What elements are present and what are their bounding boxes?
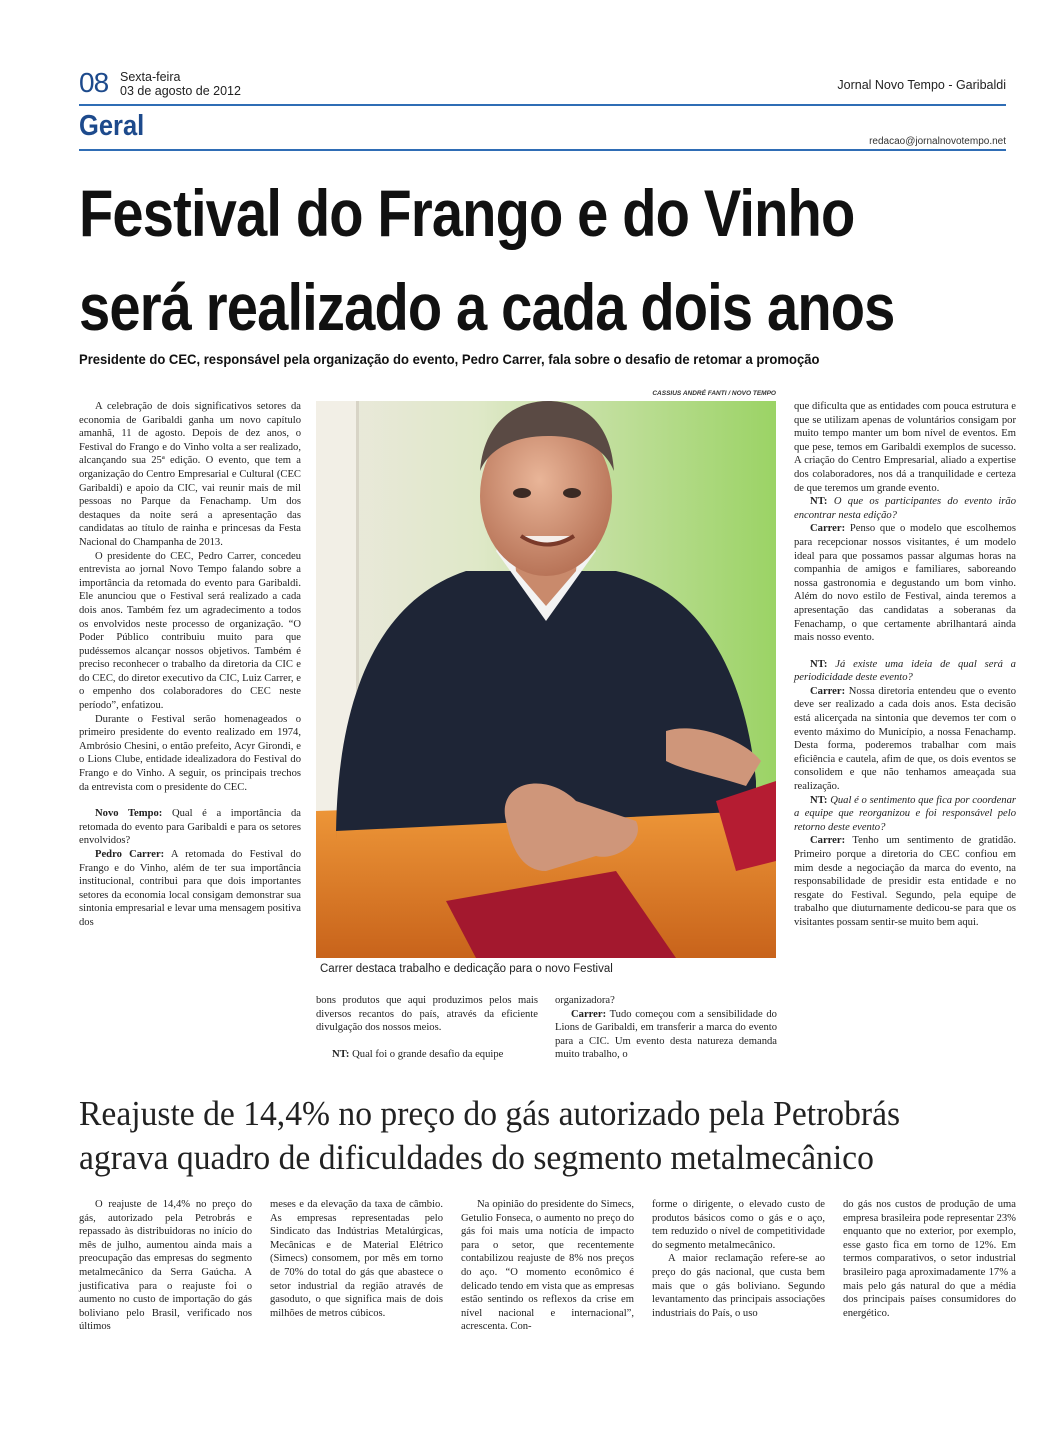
answer xyxy=(79,848,301,930)
question-label: NT: xyxy=(810,794,828,806)
answer-label: Pedro Carrer: xyxy=(95,849,165,860)
article2-column-2 xyxy=(270,1198,443,1320)
article1-column-2 xyxy=(316,994,538,1061)
answer-text: Nossa diretoria entendeu que o evento deve ser realizado a cada dois anos. Esta decisão está alicerçada na sintonia que devemos ter com o evento máximo do Município, a nossa Fenachamp. Desta forma, poderemos trabalhar com mais eficiência e cautela, afim de que, os dois eventos se consolidem e que não tenhamos ameaçada sua realização. xyxy=(794,685,1016,793)
question-text: Qual é o sentimento que fica por coordenar a equipe que reorganizou e foi responsável pelo retorno deste evento? xyxy=(794,794,1016,833)
section-rule xyxy=(79,149,1006,151)
answer-label: Carrer: xyxy=(571,1008,607,1020)
photo-caption: Carrer destaca trabalho e dedicação para o novo Festival xyxy=(320,963,613,975)
question xyxy=(794,794,1016,835)
photo-credit: CASSIUS ANDRÉ FANTI / NOVO TEMPO xyxy=(652,390,776,397)
article1-column-4 xyxy=(794,400,1016,930)
header-rule xyxy=(79,104,1006,106)
paragraph: meses e da elevação da taxa de câmbio. As empresas representadas pelo Sindicato das Indústrias Metalúrgicas, Mecânicas e de Material Elétrico (Simecs) consomem, por mês em torno de 70% do total do gás que abastece o setor industrial da região através de gasoduto, o que significa mais de dois milhões de metros cúbicos. xyxy=(270,1199,443,1319)
question xyxy=(794,495,1016,522)
paragraph: forme o dirigente, o elevado custo de produtos básicos como o gás e o aço, tem reduzido o nível de competitividade do segmento metalmecânico. xyxy=(652,1199,825,1251)
answer-text: Tenho um sentimento de gratidão. Primeiro porque a diretoria do CEC confiou em mim desde a negociação da marca do evento, na responsabilidade de presidir esta entidade e no resgate do Festival. Segundo, pela equipe de trabalho que diuturnamente dedicou-se para que os visitantes possam sentir-se muito bem aqui. xyxy=(794,835,1016,928)
answer-text: A retomada do Festival do Frango e do Vinho, além de ter sua importância institucional, contribui para que dois importantes setores da economia local consigam demonstrar sua sintonia empresarial e levar uma mensagem positiva dos xyxy=(79,849,301,928)
weekday: Sexta-feira xyxy=(120,70,181,84)
question-label: Novo Tempo: xyxy=(95,808,163,820)
article2-column-1 xyxy=(79,1198,252,1334)
headline-line-1: Festival do Frango e do Vinho xyxy=(79,176,855,250)
article1-column-3 xyxy=(555,994,777,1062)
paragraph: A maior reclamação refere-se ao preço do gás nacional, que custa bem mais que o gás boliviano. Segundo levantamento das principais associações industriais do País, o uso xyxy=(652,1253,825,1319)
paragraph: O presidente do CEC, Pedro Carrer, concedeu entrevista ao jornal Novo Tempo falando sobre a importância da retomada do evento para Garibaldi. Ele anunciou que o Festival será realizado a cada dois anos. Também fez um agradecimento a todos os envolvidos neste processo de organização. “O Poder Público contribuiu muito para que pudéssemos alcançar nossos objetivos. Também é preciso reconhecer o trabalho da diretoria da CIC e do CEC, do diretor executivo da CIC, Luiz Carrer, e o empenho dos colaboradores do CEC neste período”, enfatizou. xyxy=(79,550,301,712)
paragraph: A celebração de dois significativos setores da economia de Garibaldi ganha um novo capítulo amanhã, 11 de agosto. Depois de dez anos, o Festival do Frango e do Vinho volta a ser realizado, alcançando sua 25ª edição. O evento, que tem a organização do Centro Empresarial e Cultural (CEC Garibaldi) e apoio da CIC, vai reunir mais de mil pessoas no Parque da Fenachamp. Um dos destaques da noite será a apresentação das candidatas ao título de rainha e princesas da Festa Nacional do Champanha de 2013. xyxy=(79,401,301,548)
article2-column-5 xyxy=(843,1198,1016,1320)
answer-continued: bons produtos que aqui produzimos pelos mais diversos recantos do país, através da eficiente divulgação dos nossos meios. xyxy=(316,995,538,1034)
issue-date: 03 de agosto de 2012 xyxy=(120,84,241,98)
article-photo xyxy=(316,401,776,958)
question xyxy=(79,807,301,848)
answer-label: Carrer: xyxy=(810,835,846,847)
answer-text: Penso que o modelo que escolhemos para recepcionar nossos visitantes, é um modelo ideal para que possamos passar algumas horas na companhia de amigos e familiares, saboreando nossa gastronomia e degustando um bom vinho. Além do novo estilo de Festival, ainda teremos a apresentação das candidatas a soberanas da Fenachamp, o que certamente abrilhantará ainda mais nosso evento. xyxy=(794,523,1016,644)
paragraph: Na opinião do presidente do Simecs, Getulio Fonseca, o aumento no preço do gás foi mais uma notícia de impacto para o setor, que recentemente contabilizou reajuste de 8% nos preços do aço. “O momento econômico é delicado tendo em vista que as empresas estão sentindo os reflexos da crise em nível nacional e internacional”, acrescenta. Con- xyxy=(461,1199,634,1333)
answer-continued: que dificulta que as entidades com pouca estrutura e que se utilizam apenas de voluntários consigam por muito tempo manter um bom nível de eventos. Em que pese, temos em Garibaldi exemplos de sucesso. A criação do Centro Empresarial, aliado a expertise dos colaboradores, nos dá a tranquilidade e certeza de que teremos um grande evento. xyxy=(794,401,1016,494)
question-text: Já existe uma ideia de qual será a periodicidade deste evento? xyxy=(794,658,1016,684)
question-text: Qual foi o grande desafio da equipe xyxy=(352,1048,504,1060)
question-label: NT: xyxy=(332,1048,350,1060)
article2-headline xyxy=(79,1092,1001,1180)
paragraph: O reajuste de 14,4% no preço do gás, autorizado pela Petrobrás e repassado às distribuidoras no início do mês de julho, aumentou ainda mais a preocupação das empresas do segmento metalmecânico da Serra Gaúcha. A justificativa para o reajuste foi o aumento no custo de importação do gás boliviano pelo Brasil, verificado nos últimos xyxy=(79,1199,252,1333)
publication-name: Jornal Novo Tempo - Garibaldi xyxy=(837,78,1006,92)
question-continued: organizadora? xyxy=(555,995,615,1006)
question xyxy=(794,658,1016,685)
subtitle: Presidente do CEC, responsável pela organização do evento, Pedro Carrer, fala sobre o desafio de retomar a promoção xyxy=(79,352,820,367)
answer xyxy=(794,685,1016,794)
answer-text: Tudo começou com a sensibilidade do Lions de Garibaldi, em transferir a marca do evento para a CIC. Um evento desta natureza demanda muito trabalho, o xyxy=(555,1008,777,1061)
paragraph: Durante o Festival serão homenageados o primeiro presidente do evento realizado em 1974, Ambrósio Chesini, o então prefeito, Acyr Girondi, e o Lions Clube, entidade idealizadora do Festival do Frango e do Vinho. A seguir, os principais trechos da entrevista com o presidente do CEC. xyxy=(79,713,301,793)
portrait-illustration xyxy=(316,401,776,958)
article2-column-3 xyxy=(461,1198,634,1334)
answer-label: Carrer: xyxy=(810,685,846,697)
question-label: NT: xyxy=(810,658,828,670)
article2-column-4 xyxy=(652,1198,825,1320)
question-label: NT: xyxy=(810,496,828,508)
article2-headline-line-1: Reajuste de 14,4% no preço do gás autorizado pela Petrobrás xyxy=(79,1094,901,1133)
answer xyxy=(555,1008,777,1062)
article1-column-1 xyxy=(79,400,301,930)
question xyxy=(316,1048,538,1062)
page-number: 08 xyxy=(79,67,109,98)
answer xyxy=(794,522,1016,644)
paragraph: do gás nos custos de produção de uma empresa brasileira pode representar 23% enquanto que no exterior, por exemplo, esse gasto fica em torno de 12%. Em termos comparativos, o setor industrial brasileiro paga aproximadamente 17% a mais pelo gás natural do que a média dos principais países consumidores do energético. xyxy=(843,1199,1016,1319)
headline-line-2: será realizado a cada dois anos xyxy=(79,270,895,344)
question-text: O que os participantes do evento irão encontrar nesta edição? xyxy=(794,496,1016,521)
article2-headline-line-2: agrava quadro de dificuldades do segmento metalmecânico xyxy=(79,1138,874,1177)
headline xyxy=(79,166,929,354)
question-text: Qual é a importância da retomada do evento para Garibaldi e para os setores envolvidos? xyxy=(79,808,301,847)
email-link[interactable]: redacao@jornalnovotempo.net xyxy=(869,136,1006,147)
answer-label: Carrer: xyxy=(810,523,846,535)
answer xyxy=(794,834,1016,929)
section-label: Geral xyxy=(79,110,145,142)
